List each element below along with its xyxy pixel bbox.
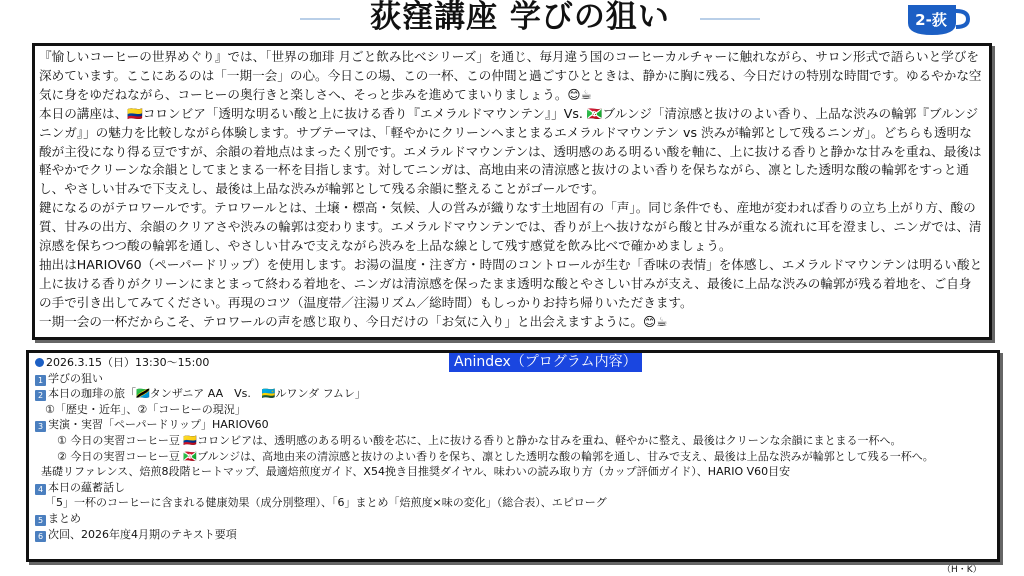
number-5-icon: 5 — [35, 515, 46, 526]
date-text: 2026.3.15（日）13:30～15:00 — [46, 356, 210, 369]
agenda-item-2-sub: ①「歴史・近年」、②「コーヒーの現況」 — [45, 402, 246, 416]
agenda-item-5 — [35, 511, 991, 527]
number-2-icon: 2 — [35, 390, 46, 401]
intro-paragraph-1: 『愉しいコーヒーの世界めぐり』では、「世界の珈琲 月ごと飲み比べシリーズ」を通じ、毎月違う国のコーヒーカルチャーに触れながら、サロン形式で語らいと学びを深めています。ここにあるのは「一期一会」の心。今日この場、この一杯、この仲間と過ごすひとときは、静かに胸に残る、今日だけの特別な時間です。ゆるやかな空気に身をゆだねながら、コーヒーの奥行きと楽しさへ、そっと歩みを進めてまいりましょう。😊☕ — [39, 49, 982, 102]
page-title: 荻窪講座 学びの狙い — [370, 0, 670, 35]
number-3-icon: 3 — [35, 421, 46, 432]
agenda-item-6-label: 次回、2026年度4月期のテキスト要項 — [48, 527, 237, 541]
intro-paragraph-4: 抽出はHARIOV60（ペーパードリップ）を使用します。お湯の温度・注ぎ方・時間のコントロールが生む「香味の表情」を体感し、エメラルドマウンテンは明るい酸と上に抜ける香りがクリーンにまとまって終わる着地を、ニンガは清涼感を保ったまま透明な酸とやさしい甘みが支え、最後に上品な渋みの輪郭が残る着地を、ご自身の手で引き出してみてください。再現のコツ（温度帯／注湯リズム／総時間）もしっかりお持ち帰りいただきます。 — [39, 256, 983, 310]
agenda-item-6 — [35, 527, 991, 543]
blue-dot-icon — [35, 358, 44, 367]
agenda-item-5-label: まとめ — [48, 511, 81, 525]
agenda-item-1-label: 学びの狙い — [48, 371, 103, 385]
author-credit: （H・K） — [942, 565, 982, 575]
number-4-icon: 4 — [35, 484, 46, 495]
agenda-item-4 — [35, 480, 991, 496]
intro-paragraph-2: 本日の講座は、🇨🇴コロンビア「透明な明るい酸と上に抜ける香り『エメラルドマウンテン』」Vs. 🇧🇮ブルンジ「清涼感と抜けのよい香り、上品な渋みの輪郭『ブルンジ ニンガ』」の魅力を比較しながら体験します。サブテーマは、「軽やかにクリーンへまとまるエメラルドマウンテン vs 渋みが輪郭として残るニンガ」。どちらも透明な酸が主役になり得る豆ですが、余韻の着地点はまったく別です。エメラルドマウンテンは、透明感のある明るい酸を軸に、上に抜ける香りと静かな甘みを重ね、最後は軽やかでクリーンな余韻としてまとまる一杯を目指します。対してニンガは、高地由来の清涼感と抜けのよい香りを保ちながら、凛とした透明な酸の輪郭をすっと通し、やさしい甘みで下支えし、最後は上品な渋みが輪郭として残る余韻に整えることがゴールです。 — [39, 105, 982, 197]
agenda-item-2-label: 本日の珈琲の旅「🇹🇿タンザニア AA Vs. 🇷🇼ルワンダ フムレ」 — [48, 387, 366, 401]
intro-paragraph-3: 鍵になるのがテロワールです。テロワールとは、土壌・標高・気候、人の営みが織りなす土地固有の「声」。同じ条件でも、産地が変われば香りの立ち上がり方、酸の質、甘みの出方、余韻のクリアさや渋みの輪郭は変わります。エメラルドマウンテンでは、香りが上へ抜けながら酸と甘みが重なる流れに耳を澄まし、ニンガでは、清涼感を保ちつつ酸の輪郭を通し、やさしい甘みで支えながら渋みを上品な線として残す感覚を飲み比べで確かめましょう。 — [39, 200, 982, 254]
badge-label: 2-荻 — [915, 11, 947, 29]
agenda-item-3-sub-a: ① 今日の実習コーヒー豆 🇨🇴コロンビアは、透明感のある明るい酸を芯に、上に抜ける香りと静かな甘みを重ね、軽やかに整え、最後はクリーンな余韻にまとまる一杯へ。 — [57, 433, 902, 447]
agenda-item-2 — [35, 386, 991, 402]
agenda-panel — [26, 350, 1000, 562]
agenda-item-3 — [35, 417, 991, 433]
agenda-item-3-reference: 基礎リファレンス、焙煎8段階ヒートマップ、最適焙煎度ガイド、X54挽き目推奨ダイヤル、味わいの読み取り方（カップ評価ガイド）、HARIO V60目安 — [41, 465, 791, 479]
agenda-item-1 — [35, 371, 991, 387]
agenda-header: Anindex（プログラム内容） — [449, 353, 642, 372]
intro-panel — [32, 43, 992, 340]
number-1-icon: 1 — [35, 375, 46, 386]
agenda-item-4-label: 本日の蘊蓄話し — [48, 480, 125, 494]
number-6-icon: 6 — [35, 531, 46, 542]
agenda-item-3-sub-b: ② 今日の実習コーヒー豆 🇧🇮ブルンジは、高地由来の清涼感と抜けのよい香りを保ち、凛とした透明な酸の輪郭を通し、甘みで支え、最後は上品な渋みが輪郭として残る一杯へ。 — [57, 449, 934, 463]
agenda-item-3-label: 実演・実習「ペーパードリップ」HARIOV60 — [48, 418, 269, 432]
intro-paragraph-5: 一期一会の一杯だからこそ、テロワールの声を感じ取り、今日だけの「お気に入り」と出会えますように。😊☕ — [39, 313, 668, 329]
coffee-cup-badge — [906, 3, 970, 37]
agenda-item-4-sub: 「5」一杯のコーヒーに含まれる健康効果（成分別整理）、「6」まとめ「焙煎度×味の変化」（総合表）、エピローグ — [45, 496, 607, 510]
